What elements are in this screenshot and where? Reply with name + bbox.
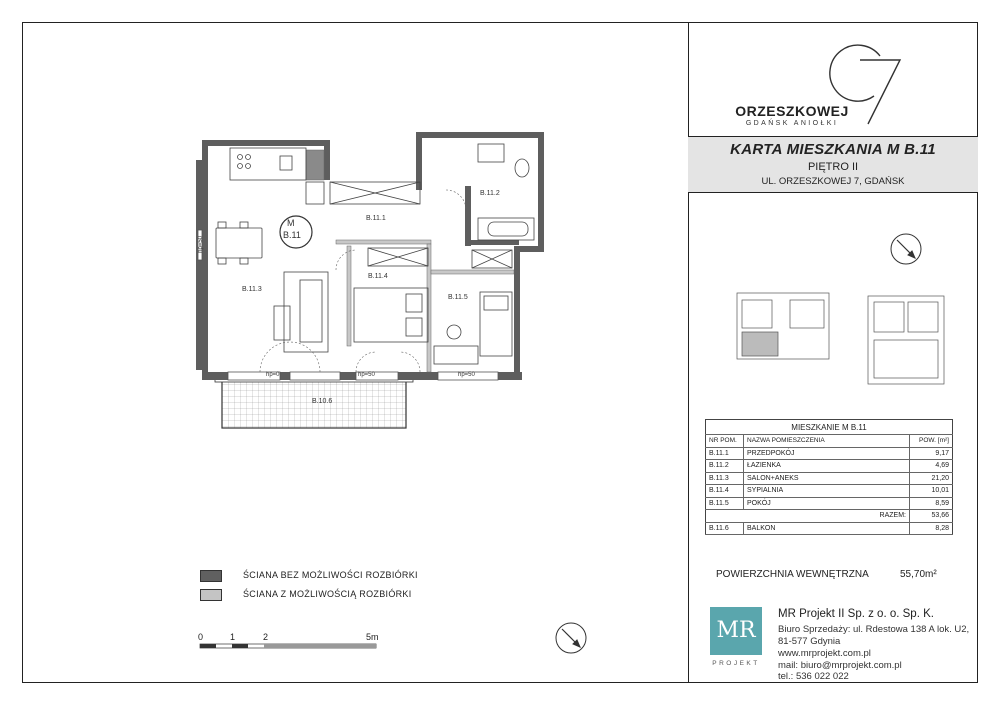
north-arrow-bottom [556,623,586,653]
company-phone: tel.: 536 022 022 [778,671,849,682]
row-area: 9,17 [910,447,953,460]
brand-subtitle: GDAŃSK ANIOŁKI [745,120,839,127]
row-area: 21,20 [910,472,953,485]
card-title: KARTA MIESZKANIA M B.11 [730,141,936,158]
scale-bar [200,644,376,648]
company-mail[interactable]: mail: biuro@mrprojekt.com.pl [778,660,902,671]
table-row [706,472,953,485]
company-name: MR Projekt II Sp. z o. o. Sp. K. [778,608,934,620]
sill-height-bottom-left: hp=0 [266,372,280,378]
room-label-b11-2: B.11.2 [480,190,500,197]
brand-name: ORZESZKOWEJ [735,103,849,119]
row-name: ŁAZIENKA [744,460,910,473]
row-nr: B.11.4 [706,485,744,498]
room-label-b11-3: B.11.3 [242,286,262,293]
room-label-balcony: B.10.6 [312,398,333,405]
unit-label: M [287,218,295,228]
table-row [706,447,953,460]
table-row [706,460,953,473]
company-logo-sub: PROJEKT [712,660,760,667]
legend-fixed-text: ŚCIANA BEZ MOŻLIWOŚCI ROZBIÓRKI [243,570,418,580]
row-nr: B.11.5 [706,497,744,510]
north-arrow-top [891,234,921,264]
sofa [274,272,328,352]
table-row-balcony [706,522,953,535]
row-nr: B.11.1 [706,447,744,460]
row-name: PRZEDPOKÓJ [744,447,910,460]
row-name: BALKON [744,522,910,535]
row-nr: B.11.3 [706,472,744,485]
room-label-b11-5: B.11.5 [448,294,468,301]
total-label: RAZEM: [744,510,910,523]
card-header [688,136,978,193]
fixed-walls [196,132,544,380]
row-area: 10,01 [910,485,953,498]
unit-code: B.11 [283,230,301,240]
row-nr: B.11.6 [706,522,744,535]
scale-label-2: 2 [263,632,269,642]
scale-label-1: 1 [230,632,236,642]
row-area: 4,69 [910,460,953,473]
card-floor: PIĘTRO II [807,161,859,173]
sill-height-bottom-mid: hp=50 [358,372,375,378]
row-area: 8,28 [910,522,953,535]
internal-area-value: 55,70m² [900,569,937,580]
rooms-table-title: MIESZKANIE M B.11 [706,420,953,435]
row-name: SALON+ANEKS [744,472,910,485]
table-row [706,497,953,510]
company-city: 81-577 Gdynia [778,636,841,647]
legend-removable-text: ŚCIANA Z MOŻLIWOŚCIĄ ROZBIÓRKI [243,589,412,599]
rooms-table [705,419,953,535]
table-row [706,485,953,498]
sill-height-left: hp=50 [198,236,204,253]
header-area: POW. [m²] [910,435,953,448]
scale-label-0: 0 [198,632,204,642]
rooms-table-header [706,435,953,448]
legend-fixed-swatch [200,570,222,582]
header-nr: NR POM. [706,435,744,448]
total-value: 53,66 [910,510,953,523]
room-label-b11-1: B.11.1 [366,215,386,222]
header-name: NAZWA POMIESZCZENIA [744,435,910,448]
scale-label-5m: 5m [366,632,379,642]
company-logo-text: MR [716,618,756,643]
table-total-row [706,510,953,523]
sill-height-bottom-right: hp=50 [458,372,475,378]
company-logo [710,607,762,655]
row-name: SYPIALNIA [744,485,910,498]
dining-table [216,222,262,264]
room5-furniture [434,292,512,364]
row-area: 8,59 [910,497,953,510]
row-nr: B.11.2 [706,460,744,473]
internal-area-label: POWIERZCHNIA WEWNĘTRZNA [716,569,869,580]
card-address: UL. ORZESZKOWEJ 7, GDAŃSK [761,176,905,187]
company-web[interactable]: www.mrprojekt.com.pl [778,648,871,659]
building-key-plans [737,293,944,384]
company-office: Biuro Sprzedaży: ul. Rdestowa 138 A lok. U2, [778,624,970,635]
row-name: POKÓJ [744,497,910,510]
legend-removable-swatch [200,589,222,601]
room-label-b11-4: B.11.4 [368,273,388,280]
bed [354,288,428,342]
